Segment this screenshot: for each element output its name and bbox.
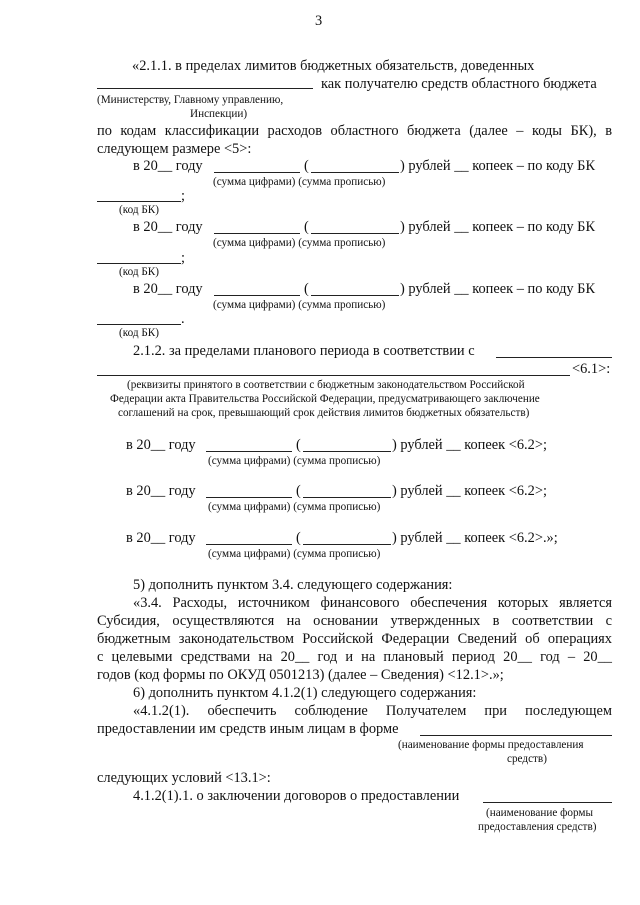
- p211-line1: «2.1.1. в пределах лимитов бюджетных обязательств, доведенных: [132, 58, 535, 74]
- sum-hint: (сумма цифрами) (сумма прописью): [213, 237, 386, 249]
- blank-sum-digits: [206, 497, 292, 498]
- p211-note1: (Министерству, Главному управлению,: [97, 94, 284, 106]
- p211-note2: Инспекции): [190, 108, 248, 120]
- blank-sum-words: [311, 172, 399, 173]
- blank-kbk-code: [97, 201, 181, 202]
- blank-form-name-2: [483, 802, 612, 803]
- item6-line2: «4.1.2(1). обеспечить соблюдение Получателем при последующем: [133, 703, 612, 719]
- item5-text-2: Субсидия, осуществляются на основании утвержденных в соответствии с: [97, 613, 612, 629]
- blank-sum-digits: [214, 295, 300, 296]
- item6-line3: предоставлении им средств иным лицам в форме: [97, 721, 399, 737]
- item6-note1: (наименование формы предоставления: [398, 739, 584, 751]
- p211-line3: по кодам классификации расходов областного бюджета (далее – коды БК), в: [97, 123, 612, 139]
- item5-text-4: с целевыми средствами на 20__ год и на плановый период 20__ год – 20__: [97, 649, 612, 665]
- item5-line1: 5) дополнить пунктом 3.4. следующего содержания:: [133, 577, 453, 593]
- p211-line2: как получателю средств областного бюджета: [321, 76, 597, 92]
- sum-hint: (сумма цифрами) (сумма прописью): [208, 548, 381, 560]
- p212-note1: (реквизиты принятого в соответствии с бюджетным законодательством Российской: [127, 379, 525, 391]
- blank-form-name: [420, 735, 612, 736]
- sum-hint: (сумма цифрами) (сумма прописью): [213, 299, 386, 311]
- blank-sum-words: [311, 233, 399, 234]
- item6-note3: (наименование формы: [486, 807, 593, 819]
- blank-sum-digits: [206, 451, 292, 452]
- blank-kbk-code: [97, 324, 181, 325]
- kbk-hint: (код БК): [119, 204, 159, 216]
- item6-line5: 4.1.2(1).1. о заключении договоров о предоставлении: [133, 788, 460, 804]
- blank-sum-words: [303, 451, 391, 452]
- document-page: 3 «2.1.1. в пределах лимитов бюджетных обязательств, доведенных как получателю средств областного бюджета (Министерству, Главному управлению, Инспекции) по кодам классификации расходов областного бюджета (далее – коды БК), в следующем размере <5>: в 20__ году ( ) рублей __ копеек – по коду БК (сумма цифрами) (сумма прописью) ; (код БК) в 20__ году ( ) рублей __ копеек – по коду БК (сумма цифрами) (сумма прописью) ; (код БК) в 20__ году ( ) рублей __ копеек – по коду БК (сумма цифрами) (сумма прописью) . (код БК) 2.1.2. за пределами планового периода в соответствии с <6.1>: (реквизиты принятого в соответствии с бюджетным законодательством Российской Федерации акта Правительства Российской Федерации, предусматривающего заключение соглашений на срок, превышающий срок действия лимитов бюджетных обязательств) в 20__ году ( ) рублей __ копеек <6.2>; (сумма цифрами) (сумма прописью) в 20__ году ( ) рублей __ копеек <6.2>; (сумма цифрами) (сумма прописью) в 20__ году ( ) рублей __ копеек <6.2>.»; (сумма цифрами) (сумма прописью) 5) дополнить пунктом 3.4. следующего содержания: «3.4. Расходы, источником финансового обеспечения которых является Субсидия, осуществляются на основании утвержденных в соответствии с бюджетным законодательством Российской Федерации Сведений об операциях с целевыми средствами на 20__ год и на плановый период 20__ год – 20__ годов (код формы по ОКУД 0501213) (далее – Сведения) <12.1>.»; 6) дополнить пунктом 4.1.2(1) следующего содержания: «4.1.2(1). обеспечить соблюдение Получателем при последующем предоставлении им средств иным лицам в форме (наименование формы предоставления средств) следующих условий <13.1>: 4.1.2(1).1. о заключении договоров о предоставлении (наименование формы предоставления средств): [97, 13, 612, 833]
- blank-sum-digits: [206, 544, 292, 545]
- p211-line4: следующем размере <5>:: [97, 141, 252, 157]
- item6-note2: средств): [507, 753, 547, 765]
- blank-act-details-2: [97, 375, 570, 376]
- p212-note2: Федерации акта Правительства Российской Федерации, предусматривающего заключение: [110, 393, 540, 405]
- blank-sum-words: [303, 497, 391, 498]
- blank-kbk-code: [97, 263, 181, 264]
- sum-hint: (сумма цифрами) (сумма прописью): [208, 455, 381, 467]
- blank-sum-words: [303, 544, 391, 545]
- blank-sum-digits: [214, 172, 300, 173]
- p212-note3: соглашений на срок, превышающий срок действия лимитов бюджетных обязательств): [118, 407, 530, 419]
- item5-last: годов (код формы по ОКУД 0501213) (далее – Сведения) <12.1>.»;: [97, 667, 504, 683]
- page-number: 3: [315, 13, 323, 29]
- kbk-hint: (код БК): [119, 327, 159, 339]
- p212-ref: <6.1>:: [572, 361, 611, 377]
- item6-note4: предоставления средств): [478, 821, 597, 833]
- kbk-hint: (код БК): [119, 266, 159, 278]
- item5-text-3: бюджетным законодательством Российской Федерации Сведений об операциях: [97, 631, 612, 647]
- sum-hint: (сумма цифрами) (сумма прописью): [213, 176, 386, 188]
- item6-line4: следующих условий <13.1>:: [97, 770, 271, 786]
- p212-line1: 2.1.2. за пределами планового периода в соответствии с: [133, 343, 475, 359]
- blank-sum-digits: [214, 233, 300, 234]
- blank-sum-words: [311, 295, 399, 296]
- item6-line1: 6) дополнить пунктом 4.1.2(1) следующего содержания:: [133, 685, 477, 701]
- sum-hint: (сумма цифрами) (сумма прописью): [208, 501, 381, 513]
- item5-text-1: «3.4. Расходы, источником финансового обеспечения которых является: [133, 595, 612, 611]
- blank-act-details-1: [496, 357, 612, 358]
- blank-recipient: [97, 88, 313, 89]
